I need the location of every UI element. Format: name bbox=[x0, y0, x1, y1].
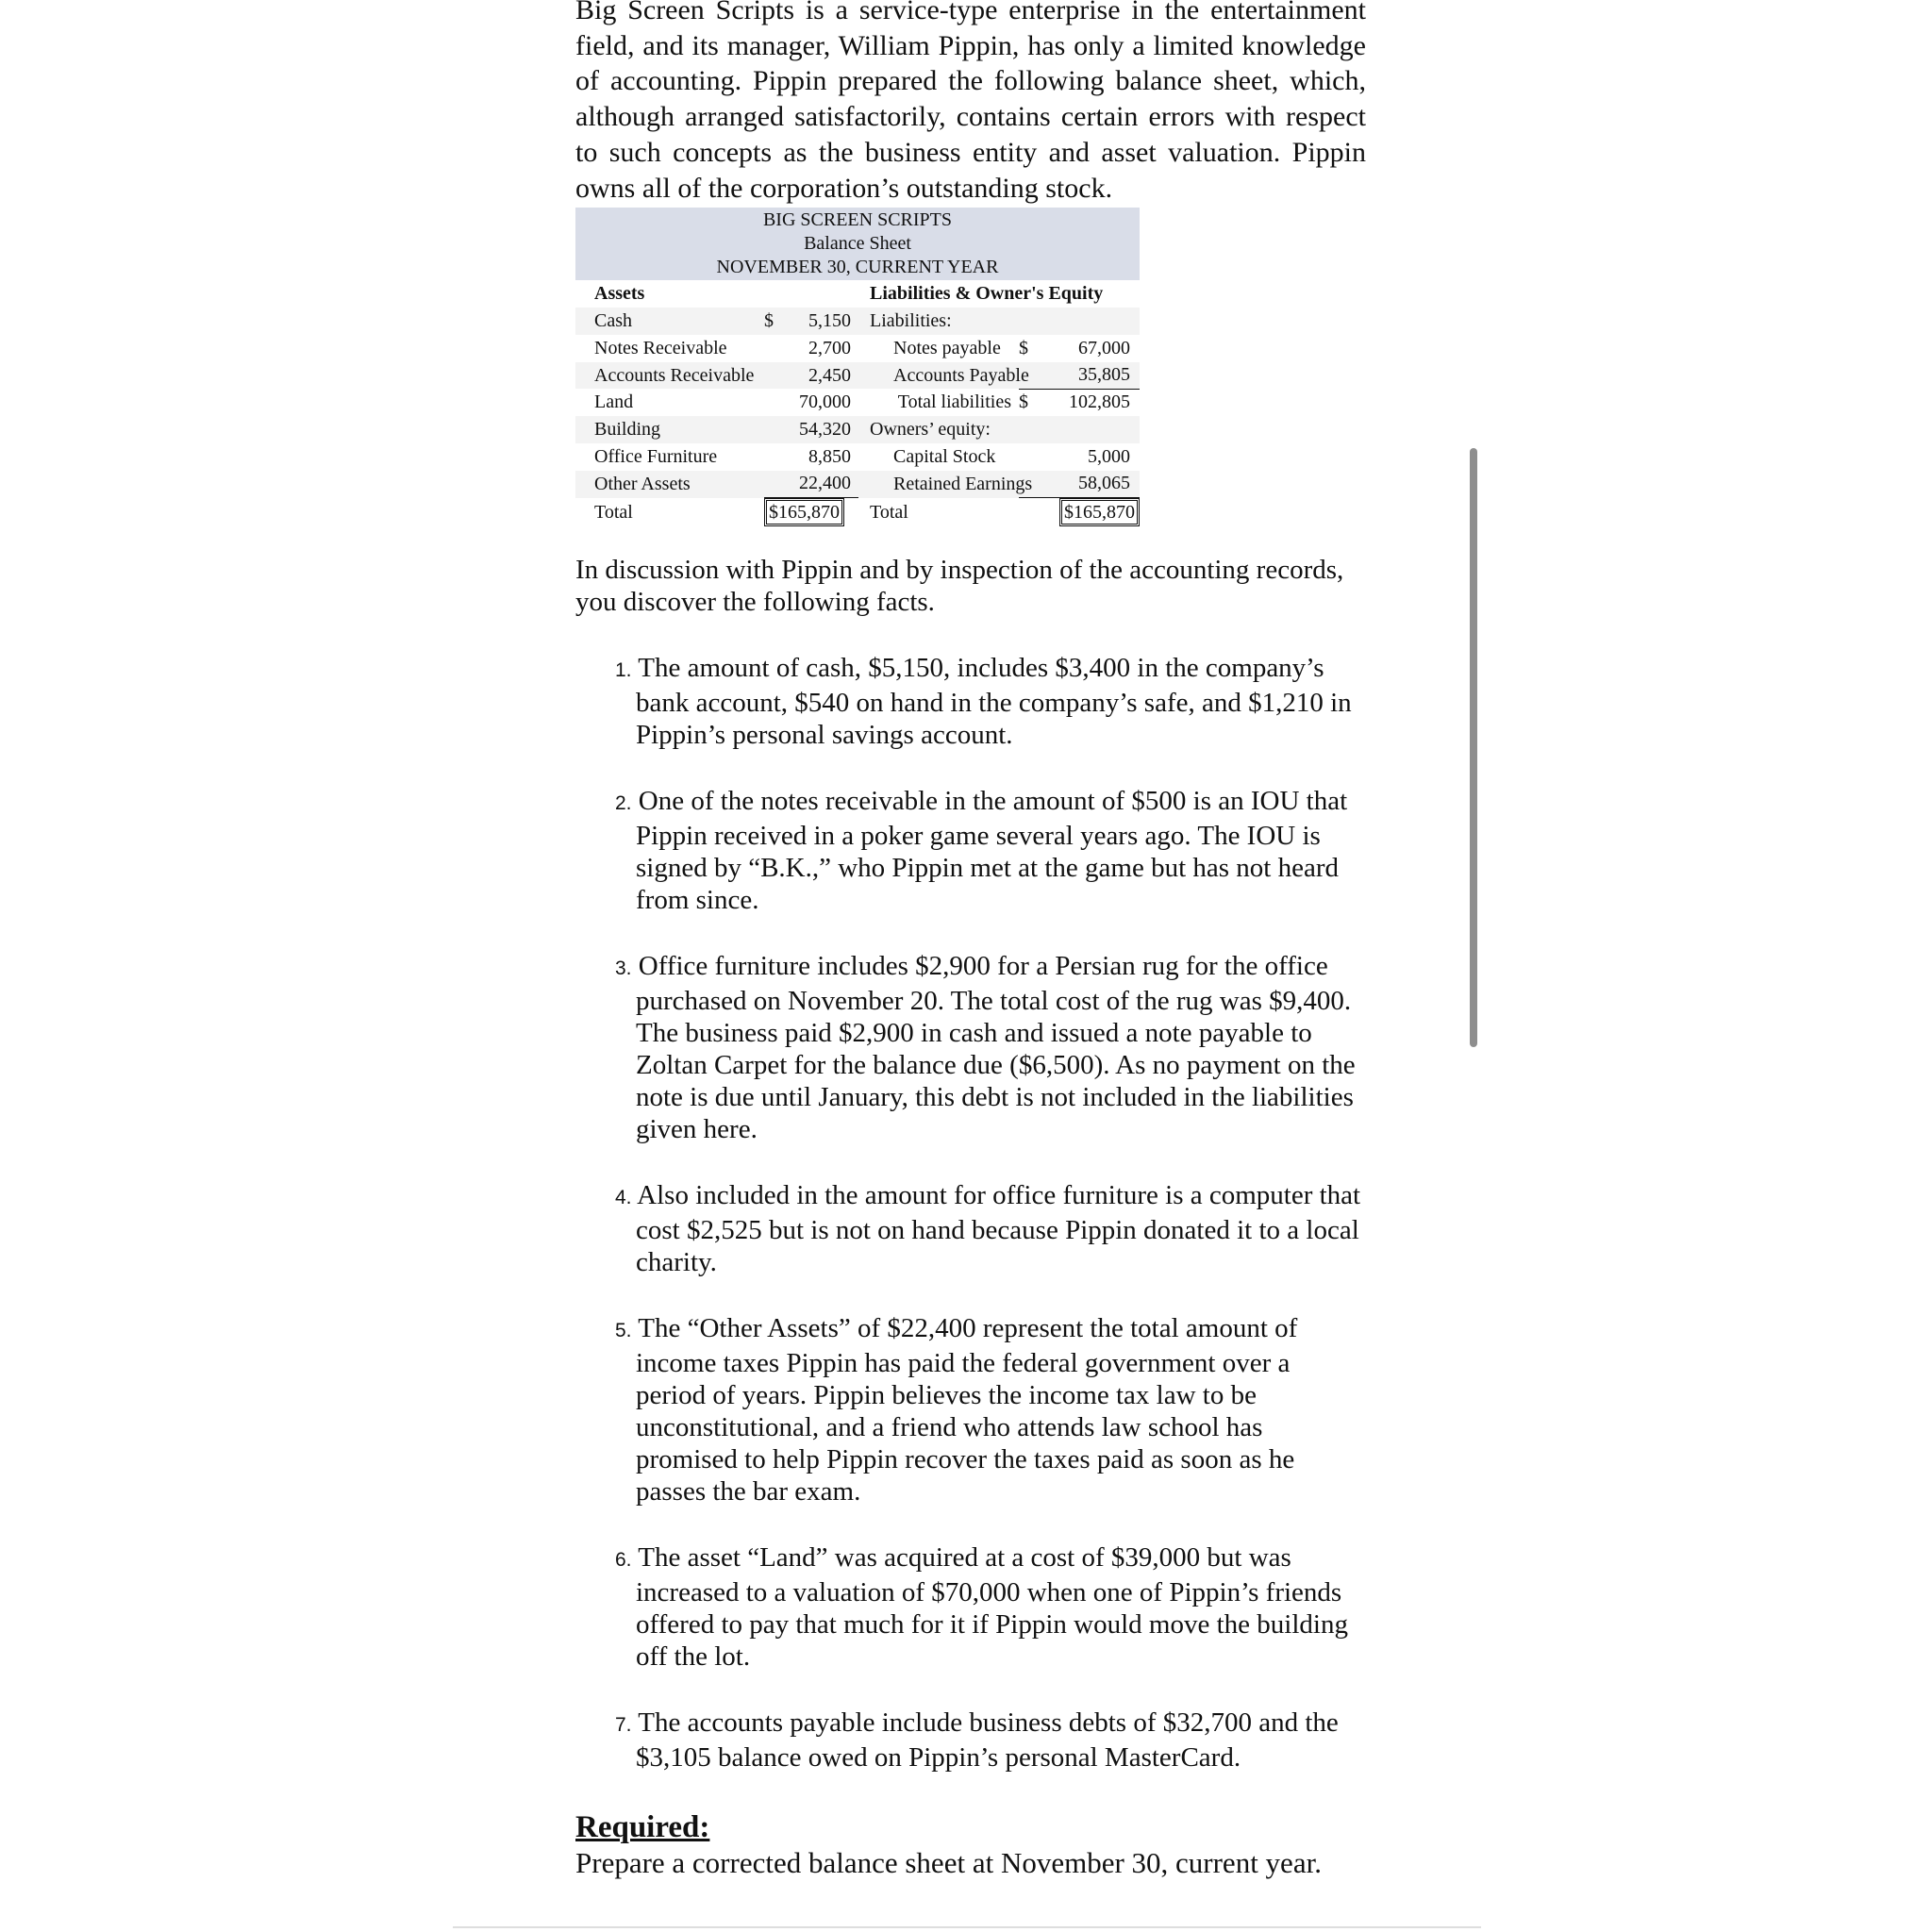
asset-value: 70,000 bbox=[799, 391, 851, 413]
asset-value: 8,850 bbox=[808, 446, 851, 467]
currency-sign: $ bbox=[764, 310, 774, 332]
asset-value: 2,450 bbox=[808, 364, 851, 386]
asset-value: 5,150 bbox=[808, 310, 851, 332]
statement-name: Balance Sheet bbox=[804, 233, 911, 255]
liability-label: Retained Earnings bbox=[893, 473, 1033, 494]
table-row bbox=[575, 362, 1140, 390]
total-row bbox=[575, 498, 1140, 527]
table-row bbox=[575, 335, 1140, 362]
currency-sign: $ bbox=[1019, 337, 1028, 358]
liability-value: 35,805 bbox=[1078, 364, 1130, 386]
fact-text: Office furniture includes $2,900 for a Persian rug for the office purchased on November 20. The total cost of the rug was $9,400. The business paid $2,900 in cash and issued a note payable to Zoltan Carpet for the balance due ($6,500). As no payment on the note is due until January, this debt is not included in the liabilities given here. bbox=[636, 950, 1356, 1144]
fact-number: 4. bbox=[615, 1186, 632, 1208]
fact-number: 2. bbox=[615, 791, 632, 814]
table-row bbox=[575, 389, 1140, 416]
fact-text: One of the notes receivable in the amount of $500 is an IOU that Pippin received in a poker game several years ago. The IOU is signed by “B.K.,” who Pippin met at the game but has not heard from since. bbox=[636, 785, 1348, 915]
fact-text: The “Other Assets” of $22,400 represent the total amount of income taxes Pippin has paid the federal government over a period of years. Pippin believes the income tax law to be unconstitutional, and a friend who attends law school has promised to help Pippin recover the taxes paid as soon as he passes the bar exam. bbox=[636, 1312, 1298, 1507]
liabilities-header: Liabilities & Owner's Equity bbox=[870, 283, 1104, 305]
discussion-intro: In discussion with Pippin and by inspection of the accounting records, you discover the following facts. bbox=[575, 554, 1344, 617]
asset-label: Notes Receivable bbox=[594, 337, 727, 358]
fact-number: 1. bbox=[615, 658, 632, 681]
liability-label: Notes payable bbox=[893, 337, 1001, 358]
intro-paragraph: Big Screen Scripts is a service-type enterprise in the entertainment field, and its manager, William Pippin, has only a limited knowledge of accounting. Pippin prepared the following balance sheet, which, although arranged satisfactorily, contains certain errors with respect to such concepts as the business entity and asset valuation. Pippin owns all of the corporation’s outstanding stock. bbox=[575, 0, 1366, 204]
asset-label: Office Furniture bbox=[594, 446, 718, 467]
document-page bbox=[575, 0, 1366, 1881]
list-item bbox=[575, 652, 1366, 751]
liability-total-label: Total bbox=[870, 501, 908, 523]
fact-number: 7. bbox=[615, 1713, 632, 1736]
table-row bbox=[575, 471, 1140, 498]
required-text: Prepare a corrected balance sheet at November 30, current year. bbox=[575, 1845, 1322, 1879]
liability-label: Owners’ equity: bbox=[870, 419, 991, 441]
liability-label: Accounts Payable bbox=[893, 364, 1029, 386]
liability-total-amount: 165,870 bbox=[1074, 502, 1135, 524]
asset-label: Other Assets bbox=[594, 473, 691, 494]
statement-date: NOVEMBER 30, CURRENT YEAR bbox=[716, 257, 999, 278]
asset-value: 2,700 bbox=[808, 337, 851, 358]
list-item bbox=[575, 785, 1366, 916]
currency-sign: $ bbox=[1019, 391, 1028, 413]
asset-label: Accounts Receivable bbox=[594, 364, 755, 386]
currency-sign: $ bbox=[769, 502, 778, 524]
list-item bbox=[575, 1312, 1366, 1507]
asset-total-amount: 165,870 bbox=[778, 502, 840, 524]
scrollbar-thumb[interactable] bbox=[1470, 448, 1477, 1047]
fact-number: 6. bbox=[615, 1548, 632, 1571]
balance-sheet bbox=[575, 208, 1140, 526]
facts-list bbox=[575, 652, 1366, 1774]
assets-header: Assets bbox=[594, 283, 645, 305]
liability-value: 102,805 bbox=[1069, 391, 1130, 413]
table-row bbox=[575, 416, 1140, 443]
currency-sign: $ bbox=[1064, 502, 1074, 524]
fact-text: The asset “Land” was acquired at a cost of $39,000 but was increased to a valuation of $70,000 when one of Pippin’s friends offered to pay that much for it if Pippin would move the building off the lot. bbox=[636, 1541, 1348, 1672]
fact-number: 3. bbox=[615, 957, 632, 979]
table-row bbox=[575, 443, 1140, 471]
balance-sheet-header bbox=[575, 208, 1140, 280]
liability-value: 58,065 bbox=[1078, 473, 1130, 494]
required-title: Required: bbox=[575, 1809, 710, 1844]
list-item bbox=[575, 950, 1366, 1145]
asset-label: Cash bbox=[594, 310, 632, 332]
liability-total-value bbox=[1059, 498, 1140, 526]
bottom-divider bbox=[453, 1926, 1481, 1928]
fact-number: 5. bbox=[615, 1319, 632, 1341]
asset-label: Land bbox=[594, 391, 634, 413]
list-item bbox=[575, 1707, 1366, 1774]
asset-value: 54,320 bbox=[799, 419, 851, 441]
liability-value: 5,000 bbox=[1088, 446, 1130, 467]
liability-label: Total liabilities bbox=[897, 391, 1011, 413]
table-row bbox=[575, 308, 1140, 335]
liability-label: Liabilities: bbox=[870, 310, 952, 332]
fact-text: The accounts payable include business debts of $32,700 and the $3,105 balance owed on Pippin’s personal MasterCard. bbox=[636, 1707, 1339, 1773]
asset-total-value bbox=[764, 498, 844, 526]
asset-value: 22,400 bbox=[799, 473, 851, 494]
liability-value: 67,000 bbox=[1078, 337, 1130, 358]
liability-label: Capital Stock bbox=[893, 446, 996, 467]
column-headers bbox=[575, 280, 1140, 308]
list-item bbox=[575, 1541, 1366, 1673]
asset-label: Building bbox=[594, 419, 661, 441]
asset-total-label: Total bbox=[594, 501, 633, 523]
fact-text: Also included in the amount for office furniture is a computer that cost $2,525 but is not on hand because Pippin donated it to a local charity. bbox=[636, 1179, 1361, 1277]
fact-text: The amount of cash, $5,150, includes $3,400 in the company’s bank account, $540 on hand in the company’s safe, and $1,210 in Pippin’s personal savings account. bbox=[636, 652, 1352, 750]
list-item bbox=[575, 1179, 1366, 1278]
company-name: BIG SCREEN SCRIPTS bbox=[762, 209, 953, 231]
